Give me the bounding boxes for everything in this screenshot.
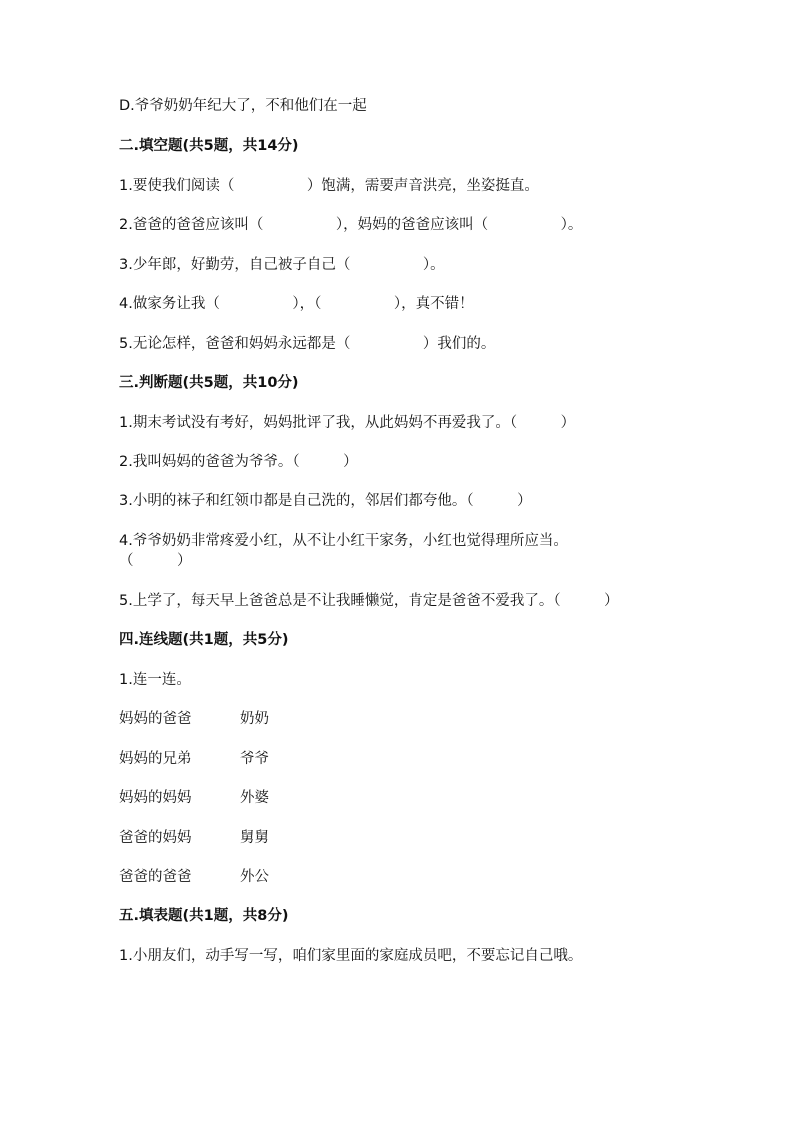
section-5-question: 1.小朋友们，动手写一写，咱们家里面的家庭成员吧，不要忘记自己哦。 xyxy=(119,948,583,964)
section-3-question-5: 5.上学了，每天早上爸爸总是不让我睡懒觉，肯定是爸爸不爱我了。（ ） xyxy=(119,593,619,609)
section-2-question-5: 5.无论怎样，爸爸和妈妈永远都是（ ）我们的。 xyxy=(119,336,496,352)
match-right-5: 外公 xyxy=(240,869,269,885)
section-3-question-3: 3.小明的袜子和红领巾都是自己洗的，邻居们都夸他。（ ） xyxy=(119,493,532,509)
match-right-2: 爷爷 xyxy=(240,751,269,767)
section-4-question: 1.连一连。 xyxy=(119,672,191,688)
section-2-question-1: 1.要使我们阅读（ ）饱满，需要声音洪亮，坐姿挺直。 xyxy=(119,178,539,194)
match-right-4: 舅舅 xyxy=(240,830,269,846)
section-3-question-4-blank: （ ） xyxy=(119,553,192,569)
match-left-1: 妈妈的爸爸 xyxy=(119,711,192,727)
section-3-question-1: 1.期末考试没有考好，妈妈批评了我，从此妈妈不再爱我了。（ ） xyxy=(119,415,576,431)
section-2-question-4: 4.做家务让我（ ），（ ），真不错！ xyxy=(119,296,474,312)
match-left-4: 爸爸的妈妈 xyxy=(119,830,192,846)
option-d: D.爷爷奶奶年纪大了，不和他们在一起 xyxy=(119,98,367,114)
match-left-2: 妈妈的兄弟 xyxy=(119,751,192,767)
match-left-3: 妈妈的妈妈 xyxy=(119,790,192,806)
section-3-question-2: 2.我叫妈妈的爸爸为爷爷。（ ） xyxy=(119,454,358,470)
section-4-heading: 四.连线题(共1题，共5分) xyxy=(119,632,289,648)
section-3-question-4: 4.爷爷奶奶非常疼爱小红，从不让小红干家务，小红也觉得理所应当。 xyxy=(119,533,568,549)
section-5-heading: 五.填表题(共1题，共8分) xyxy=(119,908,289,924)
match-right-3: 外婆 xyxy=(240,790,269,806)
section-2-question-2: 2.爸爸的爸爸应该叫（ ），妈妈的爸爸应该叫（ ）。 xyxy=(119,217,583,233)
section-3-heading: 三.判断题(共5题，共10分) xyxy=(119,375,299,391)
section-2-heading: 二.填空题(共5题，共14分) xyxy=(119,138,299,154)
match-right-1: 奶奶 xyxy=(240,711,269,727)
match-left-5: 爸爸的爸爸 xyxy=(119,869,192,885)
section-2-question-3: 3.少年郎，好勤劳，自己被子自己（ ）。 xyxy=(119,257,445,273)
